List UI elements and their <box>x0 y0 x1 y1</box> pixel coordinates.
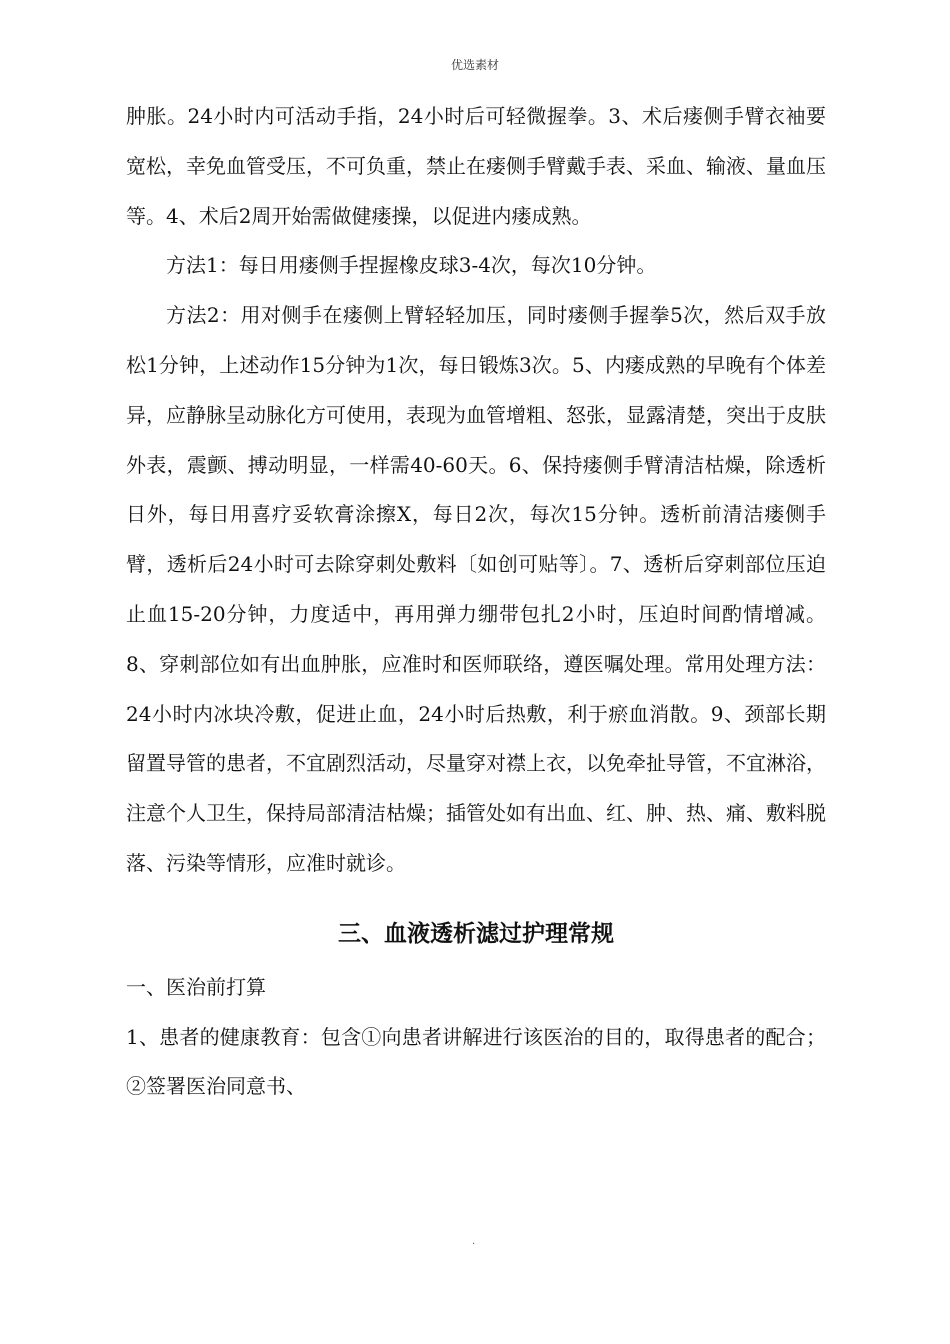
paragraph-method-2: 方法2：用对侧手在瘘侧上臂轻轻加压，同时瘘侧手握拳5次，然后双手放松1分钟，上述动作15分钟为1次，每日锻炼3次。5、内瘘成熟的早晚有个体差异，应静脉呈动脉化方可使用，表现为血管增粗、怒张，显露清楚，突出于皮肤外表，震颤、搏动明显，一样需40-60天。6、保持瘘侧手臂清洁枯燥，除透析日外，每日用喜疗妥软膏涂擦X，每日2次，每次15分钟。透析前清洁瘘侧手臂，透析后24小时可去除穿刺处敷料〔如创可贴等〕。7、透析后穿刺部位压迫止血15-20分钟，力度适中，再用弹力绷带包扎2小时，压迫时间酌情增减。8、穿刺部位如有出血肿胀，应准时和医师联络，遵医嘱处理。常用处理方法：24小时内冰块冷敷，促进止血，24小时后热敷，利于瘀血消散。9、颈部长期留置导管的患者，不宜剧烈活动，尽量穿对襟上衣，以免牵扯导管，不宜淋浴，注意个人卫生，保持局部清洁枯燥；插管处如有出血、红、肿、热、痛、敷料脱落、污染等情形，应准时就诊。 <box>126 303 826 875</box>
paragraph-method-1: 方法1：每日用瘘侧手捏握橡皮球3-4次，每次10分钟。 <box>166 253 657 278</box>
subsection-heading: 一、医治前打算 <box>126 974 266 999</box>
document-body <box>126 92 826 1112</box>
footer-mark: . <box>472 1236 476 1247</box>
section-title: 三、血液透析滤过护理常规 <box>338 920 614 947</box>
paragraph-health-education: 1、患者的健康教育：包含①向患者讲解进行该医治的目的，取得患者的配合；②签署医治同意书、 <box>126 1024 826 1099</box>
paragraph-fistula-care: 肿胀。24小时内可活动手指，24小时后可轻微握拳。3、术后瘘侧手臂衣袖要宽松，幸免血管受压，不可负重，禁止在瘘侧手臂戴手表、采血、输液、量血压等。4、术后2周开始需做健瘘操，以促进内瘘成熟。 <box>126 104 826 228</box>
page-header-label: 优选素材 <box>450 58 499 72</box>
